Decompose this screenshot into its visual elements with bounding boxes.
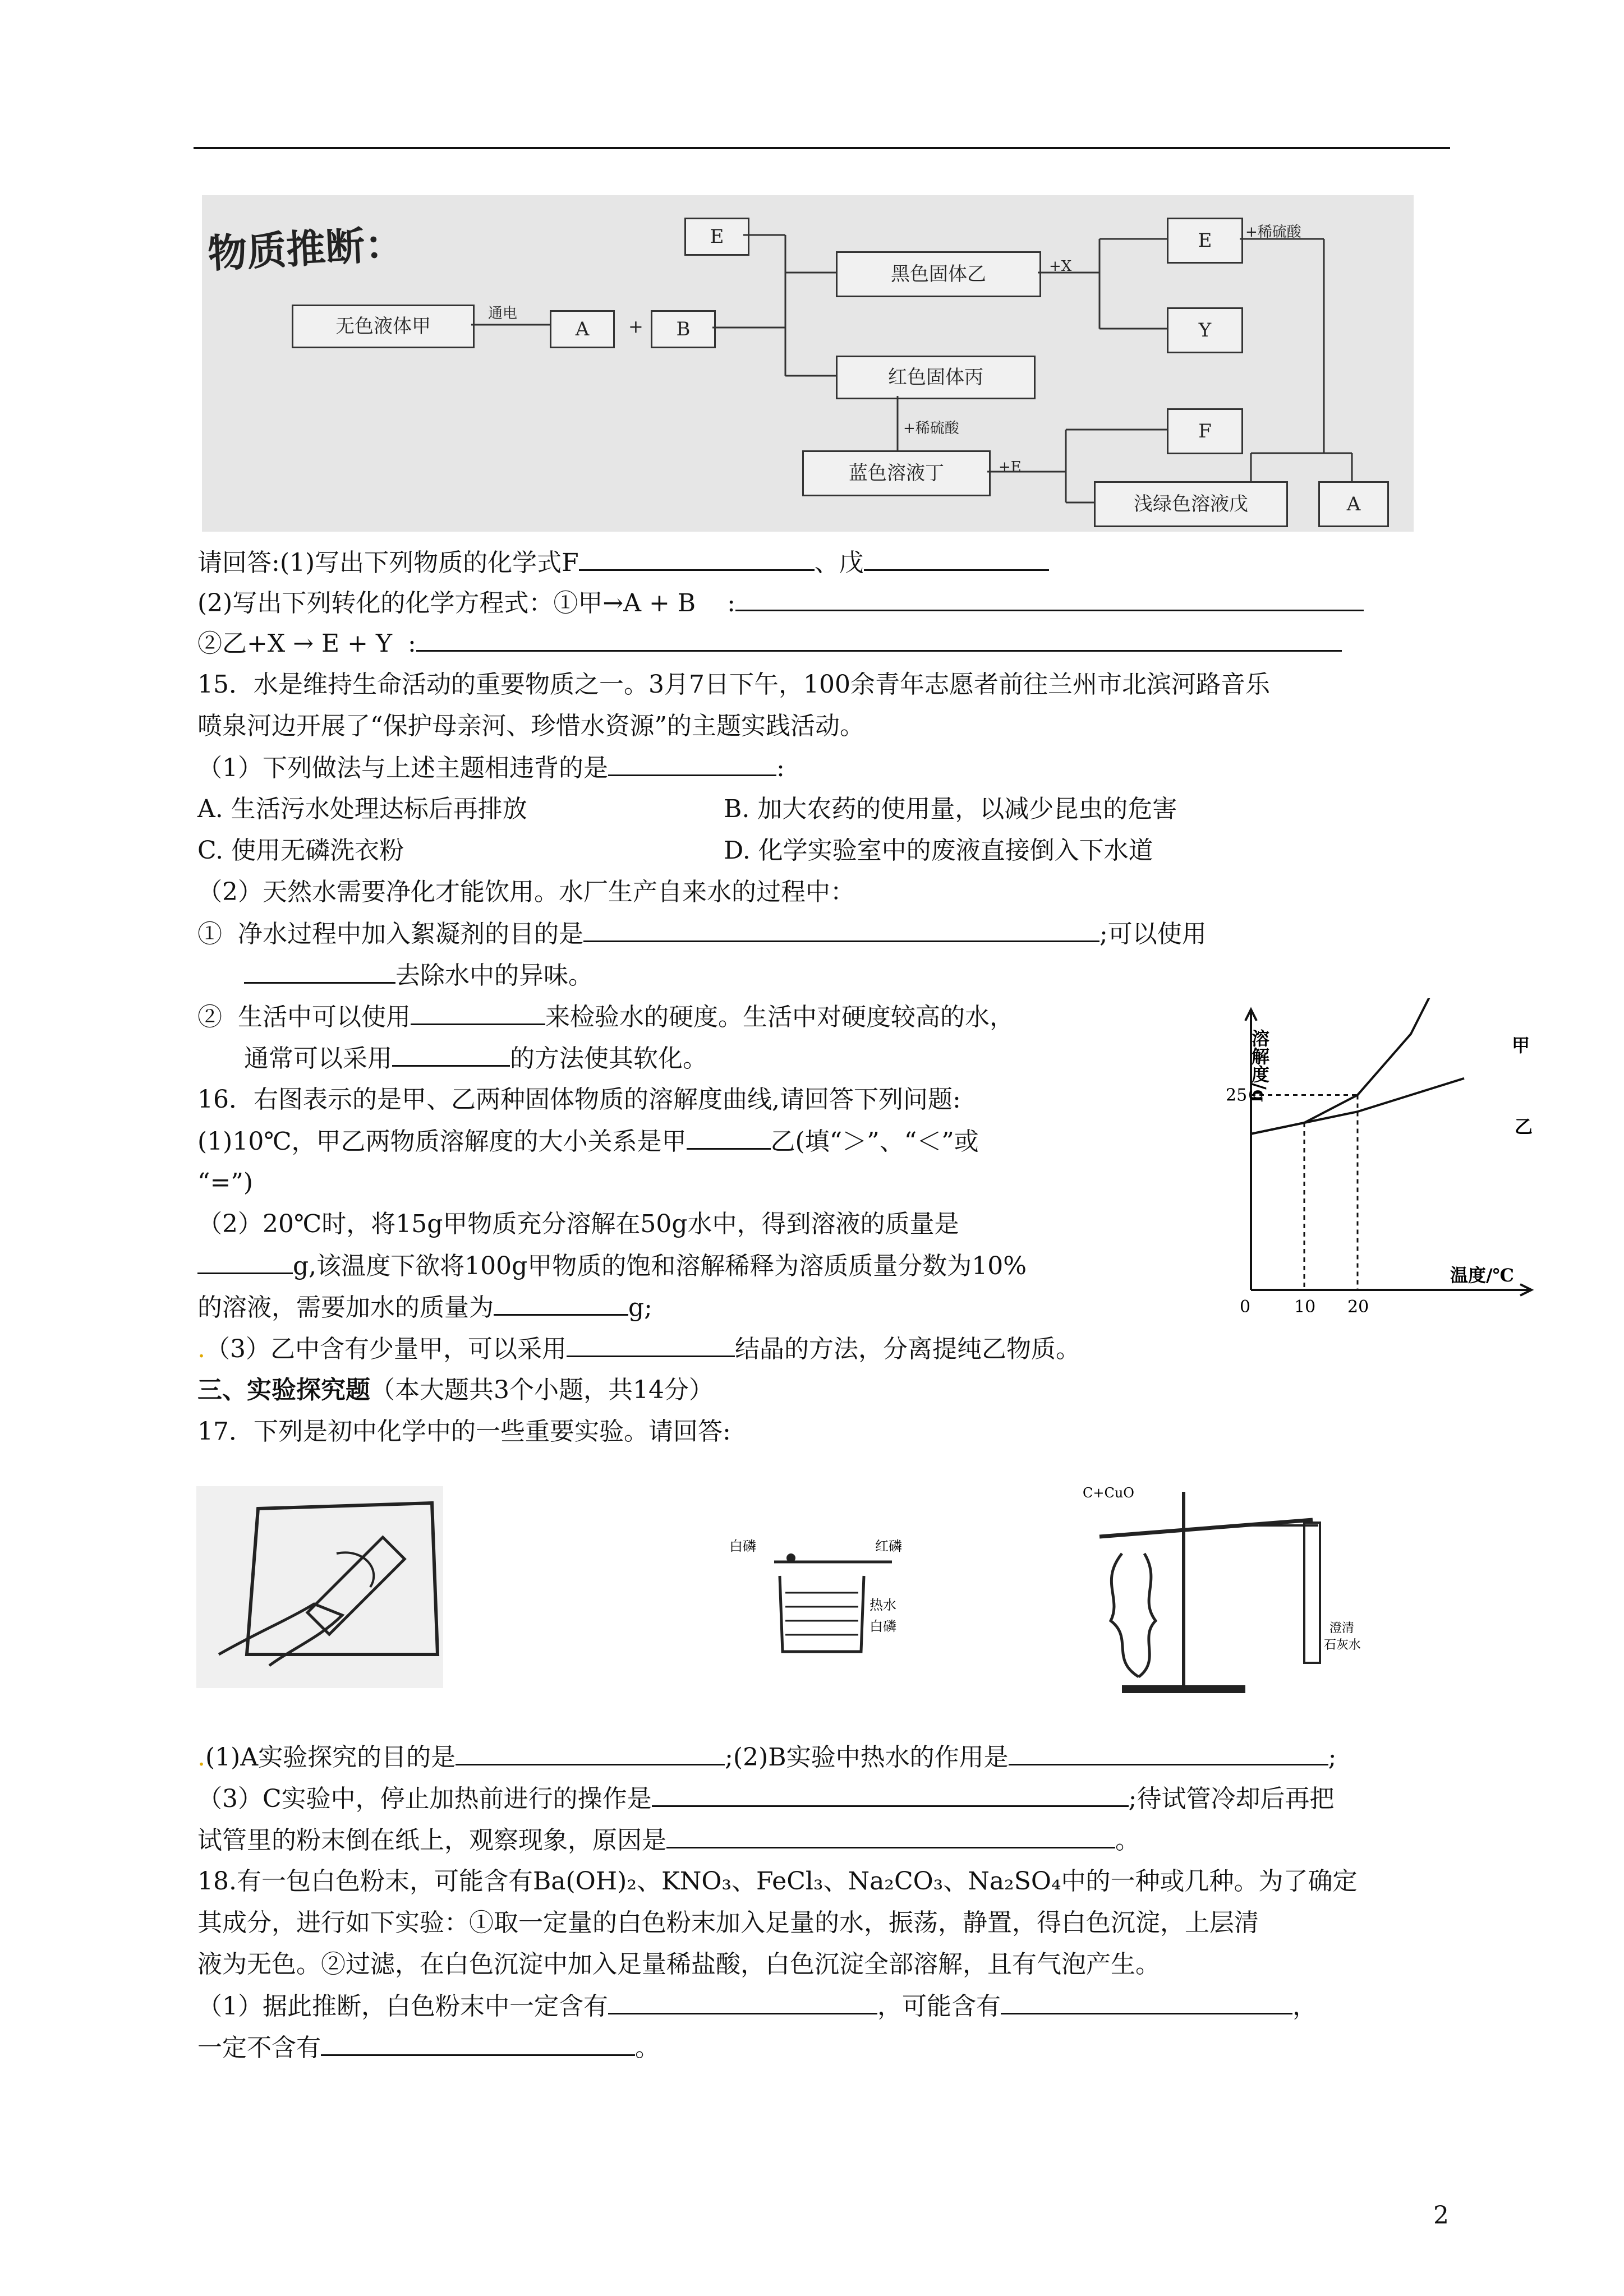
experiment-c-photo	[1077, 1481, 1369, 1705]
q15-c2-line2	[244, 1043, 707, 1075]
q15-sub1	[197, 752, 785, 784]
q14-line2	[197, 587, 1364, 619]
q15-stem-1: 15．水是维持生命活动的重要物质之一。3月7日下午，100余青年志愿者前往兰州市北滨河路音乐	[197, 670, 1270, 699]
q15-c2-line1	[197, 1001, 1014, 1033]
q15-option-b: B. 加大农药的使用量，以减少昆虫的危害	[724, 795, 1177, 823]
q15-c2-end: 的方法使其软化。	[510, 1044, 707, 1073]
page-number: 2	[1433, 2201, 1449, 2230]
answer-blank[interactable]	[864, 547, 1049, 571]
q18-may-contain: ，可能含有	[877, 1992, 1001, 2021]
q16-s3-text: （3）乙中含有少量甲，可以采用	[205, 1335, 567, 1363]
q15-sub2: （2）天然水需要净化才能饮用。水厂生产自来水的过程中：	[197, 878, 855, 906]
answer-blank[interactable]	[567, 1333, 735, 1357]
q14-line3	[197, 628, 1342, 660]
answer-blank[interactable]	[416, 628, 1342, 652]
box-a-right: A	[1318, 481, 1389, 527]
label-red-p: 红磷	[875, 1538, 902, 1554]
q16-s2-water: 的溶液，需要加水的质量为	[197, 1293, 494, 1322]
label-clear: 澄清	[1329, 1621, 1355, 1635]
answer-blank[interactable]	[583, 918, 1099, 942]
label-plus-e: +E	[999, 459, 1022, 476]
q15-c1-end: 去除水中的异味。	[395, 961, 593, 990]
q17-line2	[197, 1783, 1335, 1815]
q17-line3	[197, 1824, 1140, 1856]
q17-c-reason: 试管里的粉末倒在纸上，观察现象，原因是	[197, 1826, 666, 1855]
plus-sign: +	[628, 316, 643, 337]
x-axis-label: 温度/℃	[1450, 1265, 1515, 1286]
answer-blank[interactable]	[197, 1250, 293, 1274]
q16-s1-tail: 乙(填“＞”、“＜”或	[770, 1127, 979, 1156]
q15-c1-line2	[244, 960, 593, 992]
q16-s2-unit: g;	[628, 1293, 652, 1322]
label-acid-2: +稀硫酸	[903, 420, 959, 437]
q15-c2-text: ② 生活中可以使用	[197, 1003, 411, 1031]
box-blue-solution: 蓝色溶液丁	[802, 450, 991, 496]
q18-line3: 液为无色。②过滤，在白色沉淀中加入足量稀盐酸，白色沉淀全部溶解，且有气泡产生。	[197, 1950, 1160, 1979]
label-limewater: 石灰水	[1324, 1638, 1361, 1652]
q16-s1-text: (1)10℃，甲乙两物质溶解度的大小关系是甲	[197, 1127, 687, 1156]
q15-c2-method: 通常可以采用	[244, 1044, 392, 1073]
series-label-jia: 甲	[1512, 1035, 1530, 1056]
q17-b-role: ;(2)B实验中热水的作用是	[725, 1743, 1009, 1772]
box-f: F	[1167, 408, 1243, 454]
series-label-yi: 乙	[1515, 1116, 1533, 1137]
q15-option-c: C. 使用无磷洗衣粉	[197, 836, 404, 865]
answer-blank[interactable]	[735, 587, 1364, 611]
label-plus-x: +X	[1049, 258, 1072, 275]
q17-c-operation: （3）C实验中，停止加热前进行的操作是	[197, 1785, 652, 1813]
q17-a-purpose: (1)A实验探究的目的是	[205, 1743, 456, 1772]
flowchart-photo	[202, 195, 1414, 532]
chart-guides	[1251, 1095, 1358, 1290]
solubility-chart	[1200, 998, 1537, 1312]
answer-blank[interactable]	[392, 1043, 510, 1067]
q16-stem: 16．右图表示的是甲、乙两种固体物质的溶解度曲线,请回答下列问题:	[197, 1085, 961, 1114]
box-e-right: E	[1167, 218, 1243, 264]
q15-option-d: D. 化学实验室中的废液直接倒入下水道	[724, 836, 1153, 865]
answer-blank[interactable]	[321, 2032, 635, 2056]
x-tick-0: 0	[1240, 1297, 1251, 1312]
q14-prompt-1b: 、戊	[814, 548, 864, 577]
label-hot-water: 热水	[869, 1597, 896, 1613]
answer-blank[interactable]	[456, 1741, 725, 1765]
q17-line1-end: ;	[1328, 1743, 1337, 1772]
q14-prompt-3: ②乙+X → E + Y :	[197, 629, 416, 658]
q15-stem-2: 喷泉河边开展了“保护母亲河、珍惜水资源”的主题实践活动。	[197, 712, 864, 740]
q18-line4-end: ，	[1292, 1992, 1317, 2021]
answer-blank[interactable]	[411, 1001, 545, 1025]
answer-blank[interactable]	[494, 1292, 628, 1316]
q15-c1-line1	[197, 918, 1207, 950]
label-white-p-top: 白磷	[729, 1538, 756, 1554]
q16-s2-line2	[197, 1250, 1027, 1282]
q16-s1-line2: “=”)	[197, 1168, 254, 1197]
answer-blank[interactable]	[608, 752, 776, 776]
y-tick-25: 25	[1226, 1085, 1248, 1105]
marker-dot: .	[197, 1743, 205, 1772]
section-3-title: 三、实验探究题	[197, 1376, 370, 1404]
box-y: Y	[1167, 307, 1243, 353]
label-acid-1: +稀硫酸	[1245, 224, 1301, 241]
q17-stem: 17．下列是初中化学中的一些重要实验。请回答:	[197, 1417, 731, 1446]
header-rule	[194, 147, 1450, 149]
label-electrolysis: 通电	[488, 305, 518, 322]
box-liquid: 无色液体甲	[292, 305, 475, 348]
q15-c2-tail: 来检验水的硬度。生活中对硬度较高的水，	[545, 1003, 1014, 1031]
q18-line1: 18.有一包白色粉末，可能含有Ba(OH)₂、KNO₃、FeCl₃、Na₂CO₃、Na₂SO₄中的一种或几种。为了确定	[197, 1867, 1358, 1896]
answer-blank[interactable]	[1009, 1741, 1328, 1765]
box-green-solution: 浅绿色溶液戊	[1094, 481, 1288, 527]
answer-blank[interactable]	[652, 1783, 1129, 1807]
section-3-note: （本大题共3个小题，共14分）	[370, 1376, 714, 1404]
q15-sub1-text: （1）下列做法与上述主题相违背的是	[197, 754, 608, 782]
flowchart-title: 物质推断：	[206, 220, 406, 278]
q17-c-tail: ;待试管冷却后再把	[1128, 1785, 1335, 1813]
answer-blank[interactable]	[244, 960, 395, 984]
box-red-solid: 红色固体丙	[836, 356, 1036, 399]
label-c-cuo: C+CuO	[1083, 1485, 1134, 1501]
x-tick-10: 10	[1294, 1297, 1316, 1312]
q16-s2-line3	[197, 1292, 652, 1324]
q14-prompt-1: 请回答:(1)写出下列物质的化学式F	[197, 548, 579, 577]
q18-line4	[197, 1990, 1317, 2022]
q16-s3-tail: 结晶的方法，分离提纯乙物质。	[735, 1335, 1080, 1363]
flowchart-connectors	[202, 195, 1414, 532]
q17-line1	[197, 1741, 1336, 1773]
answer-blank[interactable]	[666, 1824, 1115, 1848]
answer-blank[interactable]	[608, 1990, 877, 2014]
q18-must-not-contain: 一定不含有	[197, 2034, 321, 2062]
q15-c1-text: ① 净水过程中加入絮凝剂的目的是	[197, 920, 583, 948]
x-tick-20: 20	[1347, 1297, 1369, 1312]
marker-dot: .	[197, 1335, 205, 1363]
section-3-heading	[197, 1375, 714, 1406]
experiment-a-photo	[196, 1486, 443, 1688]
q18-must-contain: （1）据此推断，白色粉末中一定含有	[197, 1992, 608, 2021]
y-axis-label: 溶解度/g	[1249, 1029, 1270, 1103]
q18-line5-end: 。	[635, 2034, 660, 2062]
q15-option-a: A. 生活污水处理达标后再排放	[197, 795, 527, 823]
q16-s1-line1	[197, 1126, 979, 1158]
q17-line3-end: 。	[1115, 1826, 1140, 1855]
q15-c1-tail: ;可以使用	[1099, 920, 1207, 948]
q14-prompt-2: (2)写出下列转化的化学方程式：①甲→A + B :	[197, 589, 735, 617]
answer-blank[interactable]	[579, 547, 815, 571]
box-e-top: E	[684, 218, 749, 256]
answer-blank[interactable]	[1001, 1990, 1292, 2014]
q16-s3	[197, 1333, 1080, 1365]
label-white-p-bottom: 白磷	[869, 1619, 896, 1634]
q16-s2-line1: （2）20℃时，将15g甲物质充分溶解在50g水中，得到溶液的质量是	[197, 1210, 959, 1238]
answer-blank[interactable]	[687, 1126, 771, 1150]
box-b: B	[651, 310, 716, 348]
q16-s2-text: g,该温度下欲将100g甲物质的饱和溶解稀释为溶质质量分数为10%	[293, 1252, 1027, 1280]
q18-line2: 其成分，进行如下实验：①取一定量的白色粉末加入足量的水，振荡，静置，得白色沉淀，上层清	[197, 1908, 1259, 1937]
experiment-b-photo	[729, 1531, 920, 1660]
q14-line1	[197, 547, 1049, 579]
q18-line5	[197, 2032, 660, 2064]
box-a: A	[550, 310, 615, 348]
box-black-solid: 黑色固体乙	[836, 251, 1041, 297]
q15-colon: :	[776, 754, 785, 782]
